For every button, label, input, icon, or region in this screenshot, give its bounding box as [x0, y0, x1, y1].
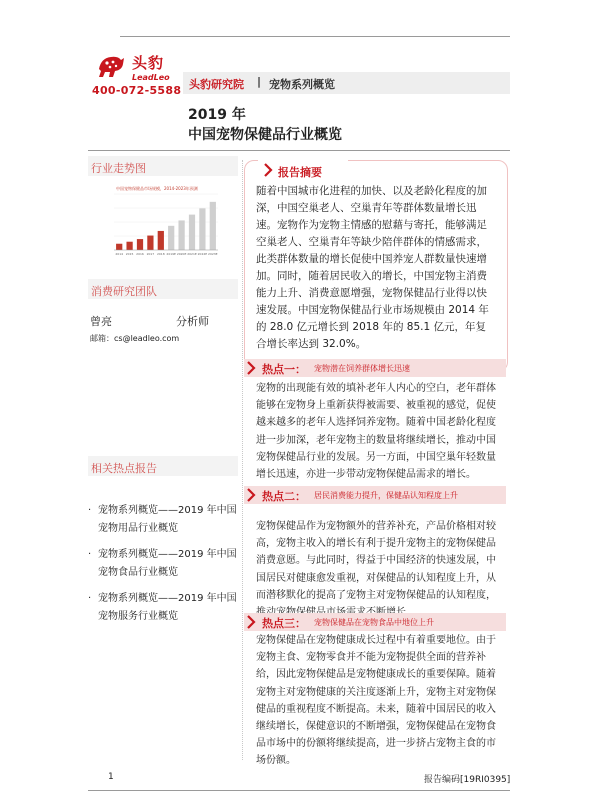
chart-title: 中国宠物保健品市场规模，2014-2023年预测 [116, 186, 198, 191]
chart-tick-label: 2018 [156, 252, 165, 256]
page-number: 1 [108, 772, 114, 782]
brand-name: 头豹 [132, 54, 165, 72]
analyst-email[interactable]: 邮箱：cs@leadleo.com [90, 334, 180, 343]
series-name: 宠物系列概览 [269, 78, 335, 91]
title-rule [88, 150, 510, 151]
chevron-right-icon [247, 361, 256, 375]
chart-tick-label: 2017 [146, 252, 155, 256]
chart-bar [178, 220, 184, 250]
hotspot-label: 热点一： [262, 363, 306, 376]
chart-tick-label: 2019E [166, 252, 176, 256]
chart-tick-label: 2016 [136, 252, 144, 256]
chart-tick-label: 2020E [176, 252, 187, 256]
hotspot-subtitle: 宠物保健品在宠物食品中地位上升 [314, 618, 434, 627]
hotspot-subtitle: 居民消费能力提升，保健品认知程度上升 [314, 491, 458, 500]
chart-bar [137, 239, 143, 250]
chart-tick-label: 2021E [187, 252, 197, 256]
bullet: · [88, 549, 92, 560]
hotspot-subtitle: 宠物潜在饲养群体增长迅速 [314, 364, 410, 373]
hotspot-1-text: 宠物的出现能有效的填补老年人内心的空白，老年群体能够在宠物身上重新获得被需要、被重视的感觉，促使越来越多的老年人选择饲养宠物。随着中国老龄化程度进一步加深，老年宠物主的数量将继续增长，推动中国宠物保健品行业的发展。另一方面，中国空巢年轻数量增长迅速，亦进一步带动宠物保健品需求的增长。 [256, 383, 496, 481]
chart-tick-label: 2023E [208, 252, 218, 256]
hotspot-label: 热点二： [262, 490, 306, 503]
report-code: 报告编码[19RI0395] [424, 775, 511, 785]
brand-subname: LeadLeo [132, 73, 170, 82]
related-heading: 相关热点报告 [88, 456, 238, 476]
bullet: · [88, 593, 92, 604]
related-report-item[interactable]: · 宠物系列概览——2019 年中国宠物服务行业概览 [88, 590, 238, 626]
summary-text: 随着中国城市化进程的加快、以及老龄化程度的加深，中国空巢老人、空巢青年等群体数量增长迅速。宠物作为宠物主情感的慰藉与寄托，能够满足空巢老人、空巢青年等缺少陪伴群体的情感需求，此类群体数量的增长促使中国养宠人群数量快速增加。同时，随着居民收入的增长，中国宠物主消费能力上升、消费意愿增强，宠物保健品行业得以快速发展。中国宠物保健品行业市场规模由 2014 年的 28.0 亿元增长到 2018 年的 85.1 亿元，年复合增长率达到 32.0%。 [256, 185, 489, 350]
chart-bar [147, 236, 153, 250]
chevron-right-icon [247, 488, 256, 502]
hotspot-label: 热点三： [262, 617, 306, 630]
institute-name: 头豹研究院 [189, 78, 244, 91]
chart-bar [158, 231, 164, 250]
chart-bar [189, 215, 195, 250]
hotspot-2-heading [244, 486, 506, 504]
header-bar [183, 72, 510, 94]
chart-tick-label: 2014 [115, 252, 124, 256]
hotspot-3-text: 宠物保健品在宠物健康成长过程中有着重要地位。由于宠物主食、宠物零食并不能为宠物提供全面的营养补给，因此宠物保健品是宠物健康成长的重要保障。随着宠物主对宠物健康的关注度逐渐上升，宠物主对宠物保健品的重视程度不断提高。未来，随着中国居民的收入继续增长，保健意识的不断增强，宠物保健品在宠物食品市场中的份额将继续提高，进一步挤占宠物主食的市场份额。 [256, 635, 496, 767]
hotspot-2-text: 宠物保健品作为宠物额外的营养补充，产品价格相对较高，宠物主收入的增长有利于提升宠物主的宠物保健品消费意愿。与此同时，得益于中国经济的快速发展，中国居民对健康愈发重视，对保健品的认知程度上升，从而潜移默化的提高了宠物主对宠物保健品的认知程度， [256, 521, 496, 601]
chart-bar [116, 244, 122, 250]
hotspot-1-heading [244, 359, 506, 377]
trend-chart [100, 180, 222, 260]
analyst-name: 曾亮 [90, 315, 112, 328]
chart-plot [100, 180, 222, 260]
page-title: 中国宠物保健品行业概览 [188, 127, 342, 143]
related-report-item[interactable]: · 宠物系列概览——2019 年中国宠物食品行业概览 [88, 546, 238, 582]
related-report-list [88, 502, 238, 634]
chevron-right-icon [264, 163, 273, 177]
related-report-item[interactable]: · 宠物系列概览——2019 年中国宠物用品行业概览 [88, 502, 238, 538]
chart-bar [126, 242, 132, 250]
column-divider [242, 160, 243, 760]
chart-tick-label: 2022E [197, 252, 208, 256]
hotspot-3-heading [244, 613, 506, 631]
top-rule [120, 36, 510, 37]
analyst-role: 分析师 [176, 315, 209, 328]
chart-bar [168, 226, 174, 250]
bullet: · [88, 505, 92, 516]
title-year: 2019 年 [188, 107, 246, 123]
chevron-right-icon [247, 615, 256, 629]
team-heading: 消费研究团队 [88, 279, 238, 299]
chart-bar [210, 202, 216, 250]
phone-number: 400-072-5588 [92, 84, 182, 97]
summary-heading: 报告摘要 [258, 160, 348, 182]
header-separator: | [257, 75, 262, 88]
leopard-logo-icon [96, 50, 126, 80]
chart-bar [199, 208, 205, 250]
footer-rule [88, 790, 510, 791]
trend-heading: 行业走势图 [88, 156, 238, 176]
chart-tick-label: 2015 [125, 252, 134, 256]
